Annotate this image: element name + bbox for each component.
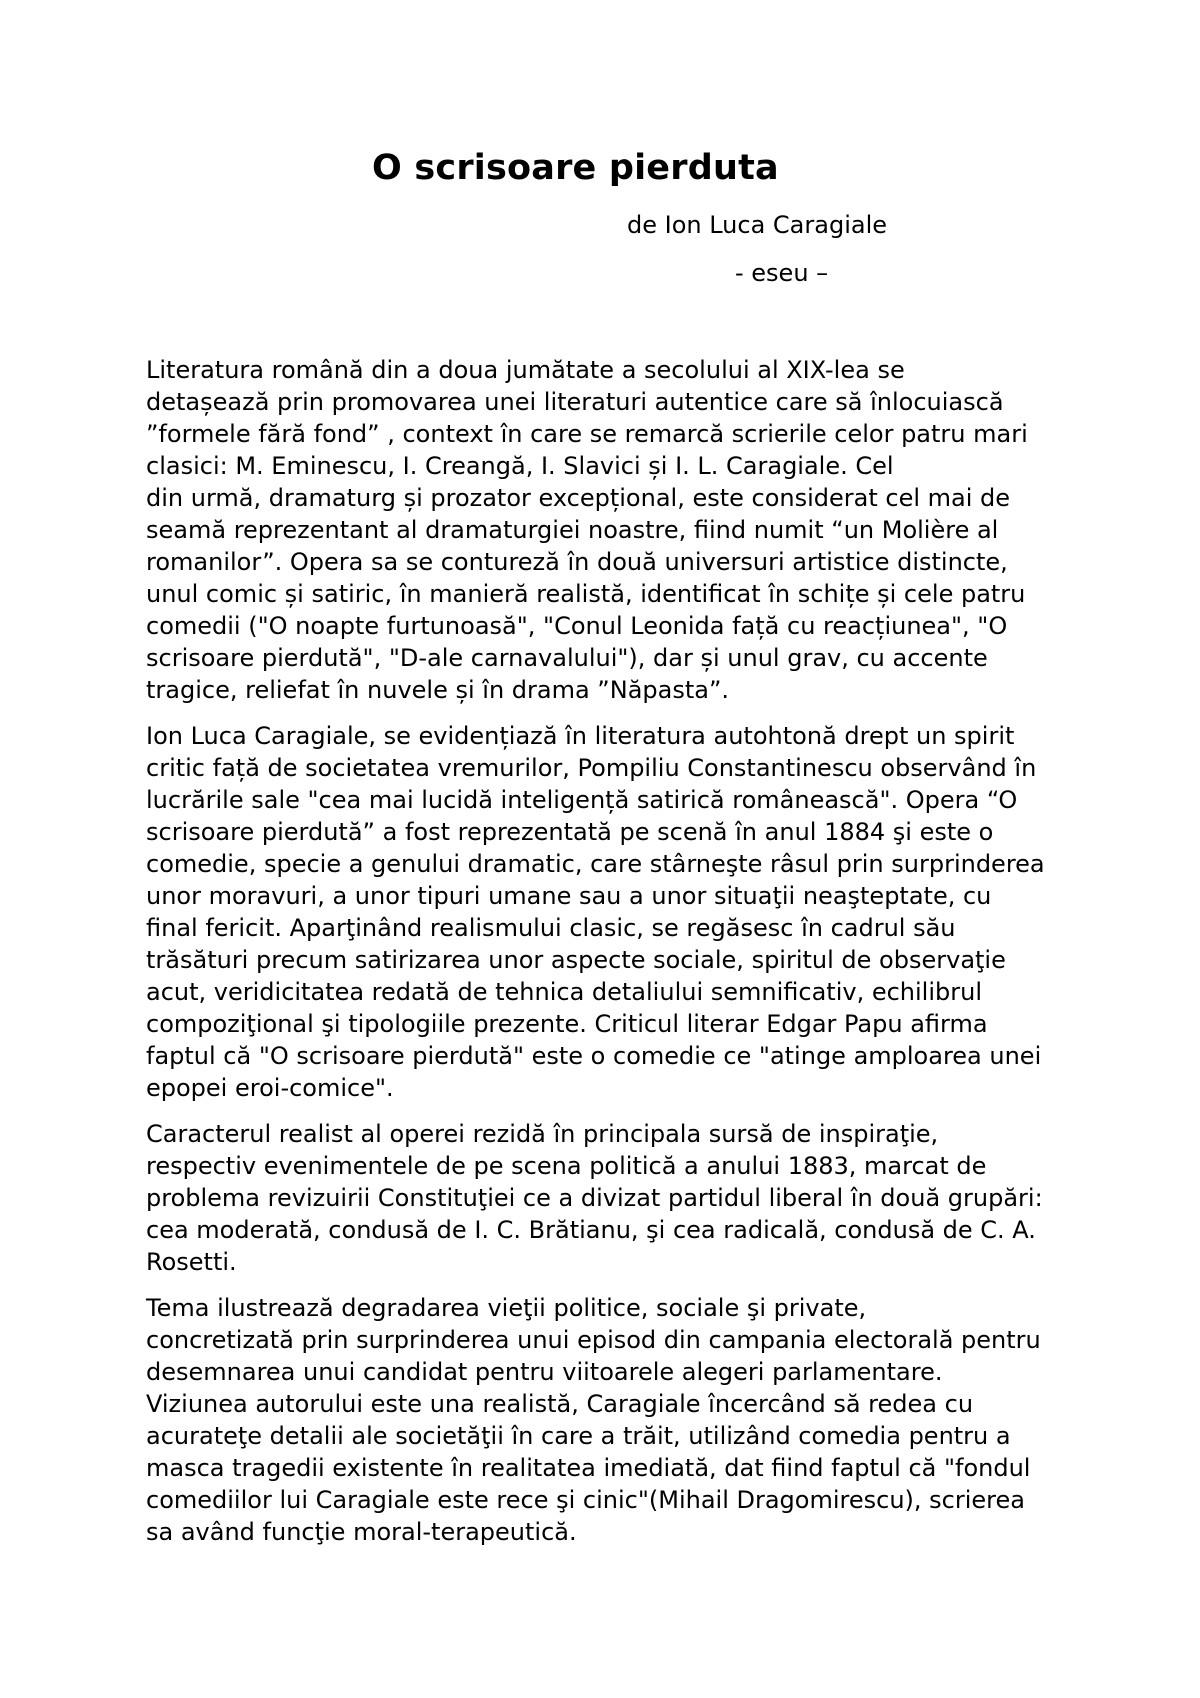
- genre-line: - eseu –: [735, 259, 829, 287]
- paragraph-theme: Tema ilustrează degradarea vieţii politice, sociale şi private, concretizată prin surprinderea unui episod din campania electorală pentru desemnarea unui candidat pentru viitoarele alegeri parlamentare. Viziunea autorului este una realistă, Caragiale încercând să redea cu acurateţe detalii ale societăţii în care a trăit, utilizând comedia pentru a masca tragedii existente în realitatea imediată, dat fiind faptul că "fondul comediilor lui Caragiale este rece şi cinic"(Mihail Dragomirescu), scrierea sa având funcţie moral-terapeutică.: [146, 1294, 1041, 1546]
- paragraph-realism-source: Caracterul realist al operei rezidă în principala sursă de inspiraţie, respectiv evenimentele de pe scena politică a anului 1883, marcat de problema revizuirii Constituţiei ce a divizat partidul liberal în două grupări: cea moderată, condusă de I. C. Brătianu, şi cea radicală, condusă de C. A. Rosetti.: [146, 1120, 1043, 1276]
- paragraph-intro: Literatura română din a doua jumătate a secolului al XIX-lea se detașează prin promovarea unei literaturi autentice care să înlocuiască ”formele fără fond” , context în care se remarcă scrierile celor patru mari clasici: M. Eminescu, I. Creangă, I. Slavici și I. L. Caragiale. Cel din urmă, dramaturg și prozator excepțional, este considerat cel mai de seamă reprezentant al dramaturgiei noastre, fiind numit “un Molière al romanilor”. Opera sa se contureză în două universuri artistice distincte, unul comic și satiric, în manieră realistă, identificat în schițe și cele patru comedii ("O noapte furtunoasă", "Conul Leonida față cu reacțiunea", "O scrisoare pierdută", "D-ale carnavalului"), dar și unul grav, cu accente tragice, reliefat în nuvele și în drama ”Năpasta”.: [146, 356, 1028, 704]
- paragraph-author-context: Ion Luca Caragiale, se evidențiază în literatura autohtonă drept un spirit critic față de societatea vremurilor, Pompiliu Constantinescu observând în lucrările sale "cea mai lucidă inteligență satirică românească". Opera “O scrisoare pierdută” a fost reprezentată pe scenă în anul 1884 şi este o comedie, specie a genului dramatic, care stârneşte râsul prin surprinderea unor moravuri, a unor tipuri umane sau a unor situaţii neaşteptate, cu final fericit. Aparţinând realismului clasic, se regăsesc în cadrul său trăsături precum satirizarea unor aspecte sociale, spiritul de observaţie acut, veridicitatea redată de tehnica detaliului semnificativ, echilibrul compoziţional şi tipologiile prezente. Criticul literar Edgar Papu afirma faptul că "O scrisoare pierdută" este o comedie ce "atinge amploarea unei epopei eroi-comice".: [146, 722, 1045, 1102]
- author-line: de Ion Luca Caragiale: [627, 211, 888, 239]
- essay-body: [146, 354, 1066, 1548]
- document-title: O scrisoare pierduta: [372, 148, 779, 188]
